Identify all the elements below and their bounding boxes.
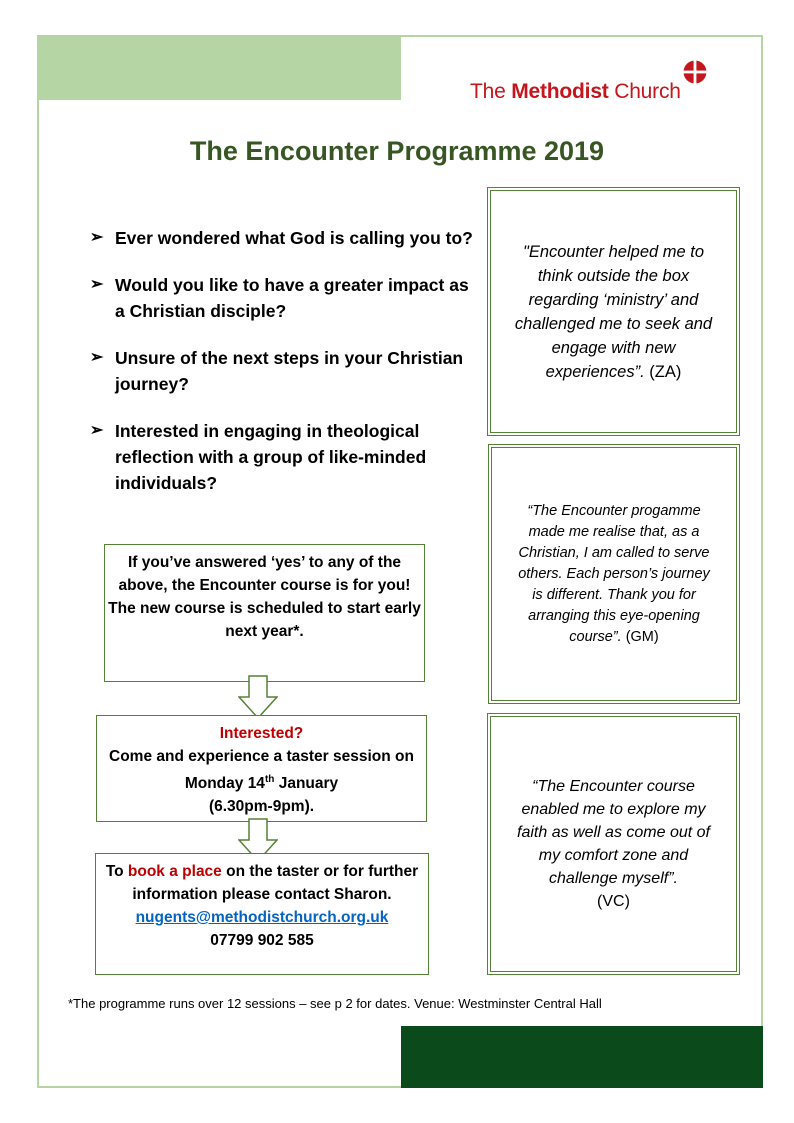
page-title: The Encounter Programme 2019 [189, 136, 605, 166]
down-arrow-icon [238, 675, 278, 719]
course-info-box: If you’ve answered ‘yes’ to any of the above, the Encounter course is for you! The new course is scheduled to start early next year*. [104, 544, 425, 682]
testimonial-quote: “The Encounter progamme made me realise that, as a Christian, I am called to serve others. Each person’s journey is different. Thank you for arranging this eye-opening course”. (GM) [488, 444, 740, 704]
top-green-band [39, 37, 401, 100]
quote-attribution: (GM) [625, 628, 659, 645]
email-link[interactable]: nugents@methodistchurch.org.uk [135, 909, 389, 926]
contact-text: To book a place on the taster or for further information please contact Sharon. [105, 863, 419, 903]
bottom-green-band [401, 1026, 763, 1088]
methodist-church-logo [470, 60, 730, 110]
testimonial-quote: “The Encounter course enabled me to explore my faith as well as come out of my comfort zone and challenge myself”. (VC) [487, 713, 740, 975]
arrow-bullet-icon: ➢ [90, 276, 104, 293]
list-item: ➢ Interested in engaging in theological reflection with a group of like-minded individuals? [90, 418, 480, 496]
quote-attribution: (ZA) [649, 362, 682, 381]
testimonial-quote: "Encounter helped me to think outside the box regarding ‘ministry’ and challenged me to seek and engage with new experiences”. (ZA) [487, 187, 740, 436]
contact-box [95, 853, 429, 975]
taster-session-date: Come and experience a taster session on Monday 14th January [109, 748, 414, 793]
list-item: ➢ Ever wondered what God is calling you to? [90, 225, 480, 251]
question-list [90, 225, 480, 517]
methodist-cross-orb-icon [683, 60, 707, 84]
phone-number: 07799 902 585 [210, 932, 314, 949]
arrow-bullet-icon: ➢ [90, 349, 104, 366]
taster-session-box: Interested? Come and experience a taster session on Monday 14th January (6.30pm-9pm). [96, 715, 427, 822]
arrow-bullet-icon: ➢ [90, 229, 104, 246]
arrow-bullet-icon: ➢ [90, 422, 104, 439]
quote-attribution: (VC) [597, 893, 630, 910]
list-item: ➢ Would you like to have a greater impact as a Christian disciple? [90, 272, 480, 324]
logo-text: The Methodist Church [470, 80, 681, 103]
footnote: *The programme runs over 12 sessions – see p 2 for dates. Venue: Westminster Central Hall [68, 996, 602, 1011]
list-item: ➢ Unsure of the next steps in your Christian journey? [90, 345, 480, 397]
